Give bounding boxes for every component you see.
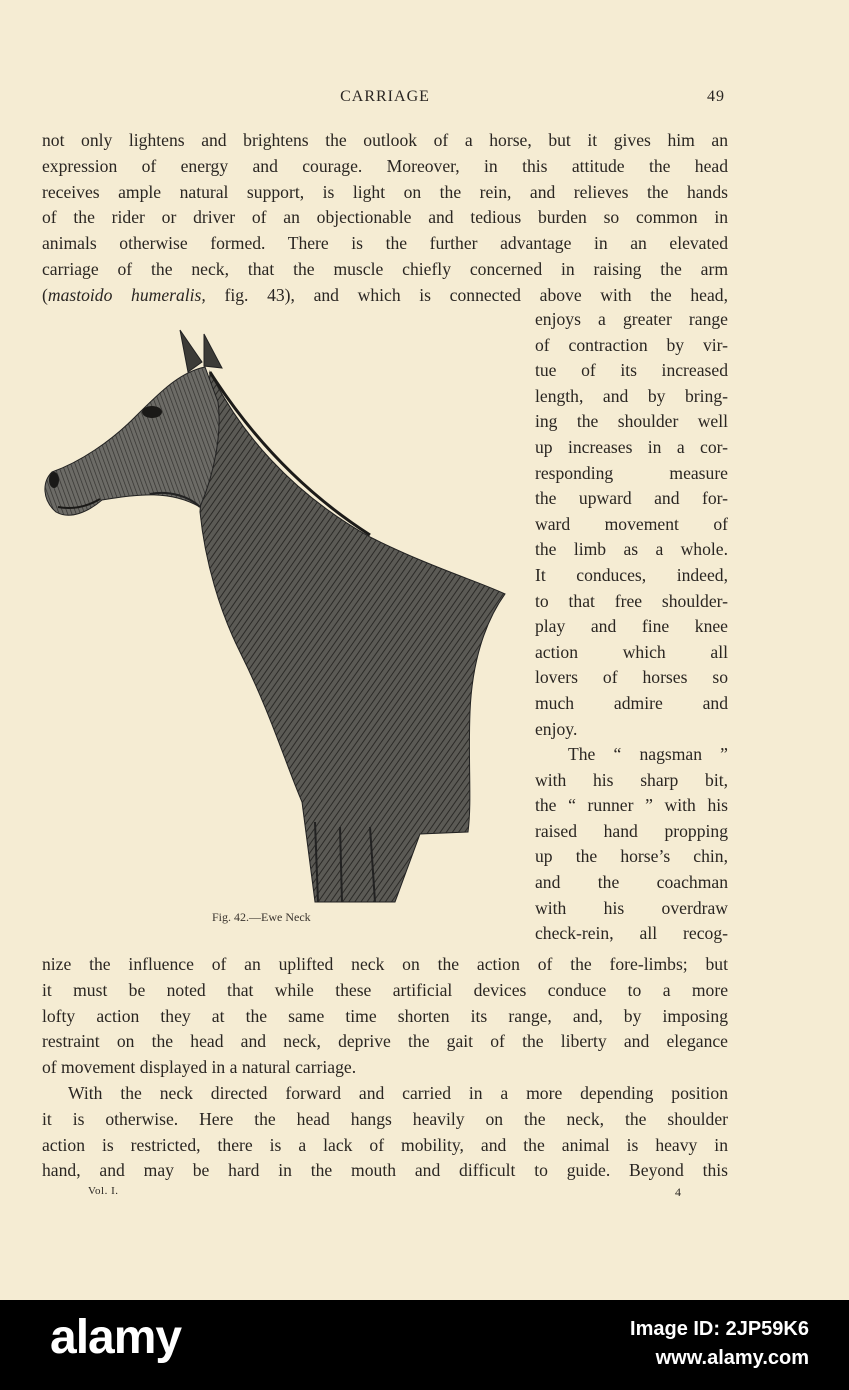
paragraph-top <box>42 128 728 309</box>
text-line: action is restricted, there is a lack of mobility, and the animal is heavy in <box>42 1134 728 1155</box>
text-line: with his overdraw <box>535 897 728 918</box>
text-line: It conduces, indeed, <box>535 564 728 585</box>
text-line: with his sharp bit, <box>535 769 728 790</box>
text-line: action which all <box>535 641 728 662</box>
text-line: play and fine knee <box>535 616 728 637</box>
text-line: it is otherwise. Here the head hangs heavily on the neck, the shoulder <box>42 1108 728 1129</box>
text-line: enjoy. <box>535 718 578 739</box>
signature-volume: Vol. I. <box>88 1185 119 1197</box>
text-line: much admire and <box>535 692 728 713</box>
text-line: check-rein, all recog- <box>535 923 728 944</box>
text-line: the limb as a whole. <box>535 539 728 560</box>
text-line: raised hand propping <box>535 820 728 841</box>
text-line: to that free shoulder- <box>535 590 728 611</box>
banner-info <box>630 1318 809 1370</box>
text-line: up increases in a cor- <box>535 436 728 457</box>
text-line: ing the shoulder well <box>535 411 728 432</box>
latin-term: mastoido humeralis, <box>47 284 206 305</box>
signature-mark: 4 <box>675 1185 681 1199</box>
horse-illustration <box>40 322 510 907</box>
text-line: length, and by bring- <box>535 385 728 406</box>
text-line: The “ nagsman ” <box>568 744 728 765</box>
text-fragment: fig. 43), and which is connected above with the head, <box>205 284 728 305</box>
banner-url: www.alamy.com <box>655 1347 809 1369</box>
paragraph-bottom-2 <box>42 1081 728 1184</box>
text-line: not only lightens and brightens the outlook of a horse, but it gives him an <box>42 130 728 150</box>
paragraph-bottom-1 <box>42 952 728 1081</box>
text-line: enjoys a greater range <box>535 309 728 329</box>
text-line: lovers of horses so <box>535 667 728 688</box>
text-line: hand, and may be hard in the mouth and difficult to guide. Beyond this <box>42 1160 728 1181</box>
text-line: up the horse’s chin, <box>535 846 728 867</box>
text-line: responding measure <box>535 462 728 483</box>
text-line: carriage of the neck, that the muscle chiefly concerned in raising the arm <box>42 258 728 279</box>
horse-head-engraving-icon <box>40 322 510 907</box>
text-line: receives ample natural support, is light on the rein, and relieves the hands <box>42 181 728 202</box>
text-line: the “ runner ” with his <box>535 795 728 816</box>
text-line: nize the influence of an uplifted neck on the action of the fore-limbs; but <box>42 954 728 974</box>
text-line: tue of its increased <box>535 360 728 381</box>
image-id: Image ID: 2JP59K6 <box>630 1318 809 1340</box>
text-line <box>42 283 728 309</box>
text-line: it must be noted that while these artificial devices conduce to a more <box>42 979 728 1000</box>
alamy-logo: alamy <box>50 1311 182 1364</box>
paren: ( <box>42 284 48 305</box>
narrow-column <box>535 307 728 947</box>
text-line: expression of energy and courage. Moreover, in this attitude the head <box>42 155 728 176</box>
text-line: ward movement of <box>535 513 728 534</box>
text-line: of the rider or driver of an objectionable and tedious burden so common in <box>42 207 728 228</box>
text-line: lofty action they at the same time shorten its range, and, by imposing <box>42 1005 728 1026</box>
text-line: of contraction by vir- <box>535 334 728 355</box>
running-head-title: CARRIAGE <box>340 88 430 105</box>
text-line: animals otherwise formed. There is the further advantage in an elevated <box>42 233 728 254</box>
page-number: 49 <box>707 88 725 105</box>
text-line: the upward and for- <box>535 488 728 509</box>
text-line: of movement displayed in a natural carriage. <box>42 1057 357 1078</box>
text-line: and the coachman <box>535 872 728 893</box>
figure-caption: Fig. 42.—Ewe Neck <box>212 910 311 924</box>
text-line: With the neck directed forward and carried in a more depending position <box>68 1083 728 1103</box>
text-line: restraint on the head and neck, deprive the gait of the liberty and elegance <box>42 1031 728 1052</box>
running-head <box>0 88 849 110</box>
